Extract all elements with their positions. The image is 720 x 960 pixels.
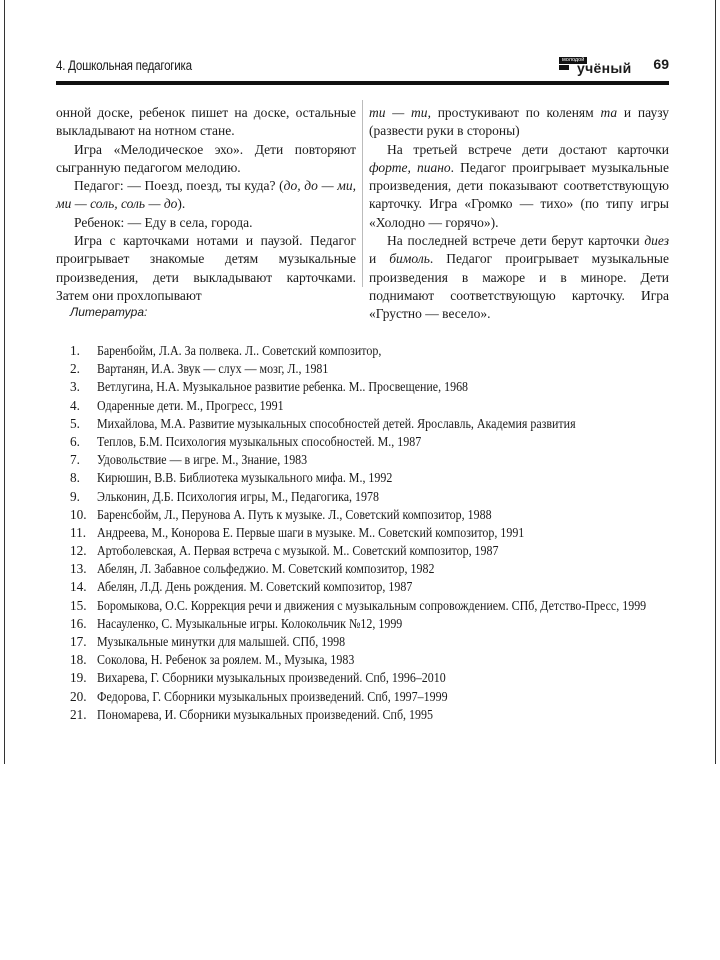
reference-number: 14. (70, 579, 87, 595)
reference-number: 19. (70, 670, 87, 686)
dialog-teacher-end: ). (177, 196, 186, 212)
column-divider (362, 100, 363, 287)
reference-item (70, 524, 690, 542)
reference-number: 8. (70, 470, 80, 486)
reference-number: 6. (70, 433, 80, 449)
reference-number: 20. (70, 688, 87, 704)
left-paragraph-2: Игра «Мелодическое эхо». Дети повторяют сыгранную педагогом мелодию. (56, 141, 356, 175)
reference-item (70, 469, 690, 487)
reference-number: 3. (70, 379, 80, 395)
reference-text: Кирюшин, В.В. Библиотека музыкального мифа. М., 1992 (97, 470, 393, 486)
reference-text: Абелян, Л. Забавное сольфеджио. М. Советский композитор, 1982 (97, 561, 435, 577)
left-paragraph-4: Ребенок: — Еду в села, города. (74, 214, 253, 230)
reference-number: 5. (70, 415, 80, 431)
reference-item (70, 342, 690, 360)
reference-item (70, 506, 690, 524)
term-bimol: бимоль (389, 251, 430, 267)
reference-text: Баренсбойм, Л., Перунова А. Путь к музыке. Л., Советский композитор, 1988 (97, 506, 492, 522)
reference-number: 2. (70, 361, 80, 377)
logo-bar (559, 65, 569, 70)
reference-item (70, 488, 690, 506)
reference-text: Федорова, Г. Сборники музыкальных произведений. Спб, 1997–1999 (97, 688, 448, 704)
reference-text: Эльконин, Д.Б. Психология игры, М., Педагогика, 1978 (97, 488, 379, 504)
reference-text: Артоболевская, А. Первая встреча с музыкой. М.. Советский композитор, 1987 (97, 543, 499, 559)
reference-item (70, 615, 690, 633)
reference-text: Баренбойм, Л.А. За полвека. Л.. Советский композитор, (97, 343, 382, 358)
reference-text: Теплов, Б.М. Психология музыкальных способностей. М., 1987 (97, 433, 422, 449)
reference-item (70, 397, 690, 415)
reference-number: 16. (70, 615, 87, 631)
reference-number: 15. (70, 597, 87, 613)
reference-text: Одаренные дети. М., Прогресс, 1991 (97, 397, 284, 413)
right-p2-end: . Педагог проигрывает музыкальные произведения, дети показывают соответствующую карточку. Игра «Громко — тихо» (по типу игры «Холодно — горячо»). (369, 159, 669, 230)
right-p1-end: и паузу (развести руки в стороны) (369, 105, 669, 139)
reference-item (70, 433, 690, 451)
reference-text: Абелян, Л.Д. День рождения. М. Советский композитор, 1987 (97, 579, 413, 595)
reference-item (70, 669, 690, 687)
reference-number: 11. (70, 524, 87, 540)
reference-text: Ветлугина, Н.А. Музыкальное развитие ребенка. М.. Просвещение, 1968 (97, 379, 469, 395)
reference-number: 13. (70, 561, 87, 577)
rhythm-ta: та (600, 105, 618, 120)
logo-small-text: молодой (559, 57, 587, 64)
page-header (56, 52, 669, 82)
reference-number: 18. (70, 652, 87, 668)
reference-number: 21. (70, 706, 87, 722)
page-number: 69 (653, 56, 669, 72)
right-paragraph-3 (369, 232, 669, 323)
reference-item (70, 651, 690, 669)
reference-text: Удовольствие — в игре. М., Знание, 1983 (97, 452, 308, 468)
reference-text: Соколова, Н. Ребенок за роялем. М., Музыка, 1983 (97, 652, 355, 668)
left-paragraph-5: Игра с карточками нотами и паузой. Педагог проигрывает знакомые детям музыкальные произведения, дети выкладывают карточками. Затем они прохлопывают (56, 233, 356, 303)
reference-text: Вартанян, И.А. Звук — слух — мозг, Л., 1981 (97, 361, 329, 377)
left-column (56, 104, 356, 305)
reference-text: Пономарева, И. Сборники музыкальных произведений. Спб, 1995 (97, 706, 433, 722)
reference-number: 7. (70, 452, 80, 468)
reference-number: 10. (70, 506, 87, 522)
reference-text: Андреева, М., Конорова Е. Первые шаги в музыке. М.. Советский композитор, 1991 (97, 524, 525, 540)
left-paragraph-1: онной доске, ребенок пишет на доске, остальные выкладывают на нотном стане. (56, 105, 356, 139)
literature-title: Литература: (70, 305, 148, 319)
rhythm-ti: ти — ти (369, 105, 428, 120)
reference-number: 9. (70, 488, 80, 504)
reference-number: 17. (70, 634, 87, 649)
section-title: 4. Дошкольная педагогика (56, 58, 192, 73)
reference-item (70, 597, 690, 615)
right-p1-text: , простукивают по коленям (427, 105, 601, 120)
reference-text: Музыкальные минутки для малышей. СПб, 1998 (97, 634, 346, 649)
reference-item (70, 560, 690, 578)
right-p2-text: На третьей встрече дети достают карточки (387, 141, 669, 157)
header-rule (56, 81, 669, 85)
term-diez: диез (644, 233, 669, 249)
logo-main-text: учёный (577, 60, 632, 76)
reference-item (70, 633, 690, 651)
reference-number: 12. (70, 543, 87, 559)
reference-item (70, 415, 690, 433)
left-paragraph-3 (56, 177, 356, 214)
reference-item (70, 360, 690, 378)
reference-item (70, 578, 690, 596)
right-p3-text: На последней встрече дети берут карточки (387, 233, 645, 249)
reference-item (70, 706, 690, 724)
reference-text: Михайлова, М.А. Развитие музыкальных способностей детей. Ярославль, Академия развития (97, 415, 576, 431)
reference-number: 1. (70, 343, 80, 358)
reference-text: Вихарева, Г. Сборники музыкальных произведений. Спб, 1996–2010 (97, 670, 446, 686)
reference-item (70, 378, 690, 396)
right-paragraph-2 (369, 141, 669, 232)
reference-item (70, 451, 690, 469)
right-p3-and: и (369, 251, 390, 267)
right-paragraph-1 (369, 104, 669, 141)
reference-item (70, 688, 690, 706)
reference-item (70, 542, 690, 560)
reference-text: Насауленко, С. Музыкальные игры. Колокольчик №12, 1999 (97, 615, 403, 631)
journal-logo (559, 57, 639, 77)
reference-number: 4. (70, 397, 80, 413)
reference-list (70, 342, 690, 724)
right-p3-end: . Педагог проигрывает музыкальные произведения в мажоре и в миноре. Дети поднимают соответствующую карточку. Игра «Грустно — весело». (369, 251, 669, 322)
reference-text: Боромыкова, О.С. Коррекция речи и движения с музыкальным сопровождением. СПб, Детство-Пресс, 1999 (97, 597, 647, 613)
right-column (369, 104, 669, 324)
solfege-notes: до, до — ми, ми — соль, соль — до (56, 178, 356, 212)
dynamics-terms: форте, пиано (369, 159, 451, 175)
dialog-teacher: Педагог: — Поезд, поезд, ты куда? ( (74, 178, 284, 194)
